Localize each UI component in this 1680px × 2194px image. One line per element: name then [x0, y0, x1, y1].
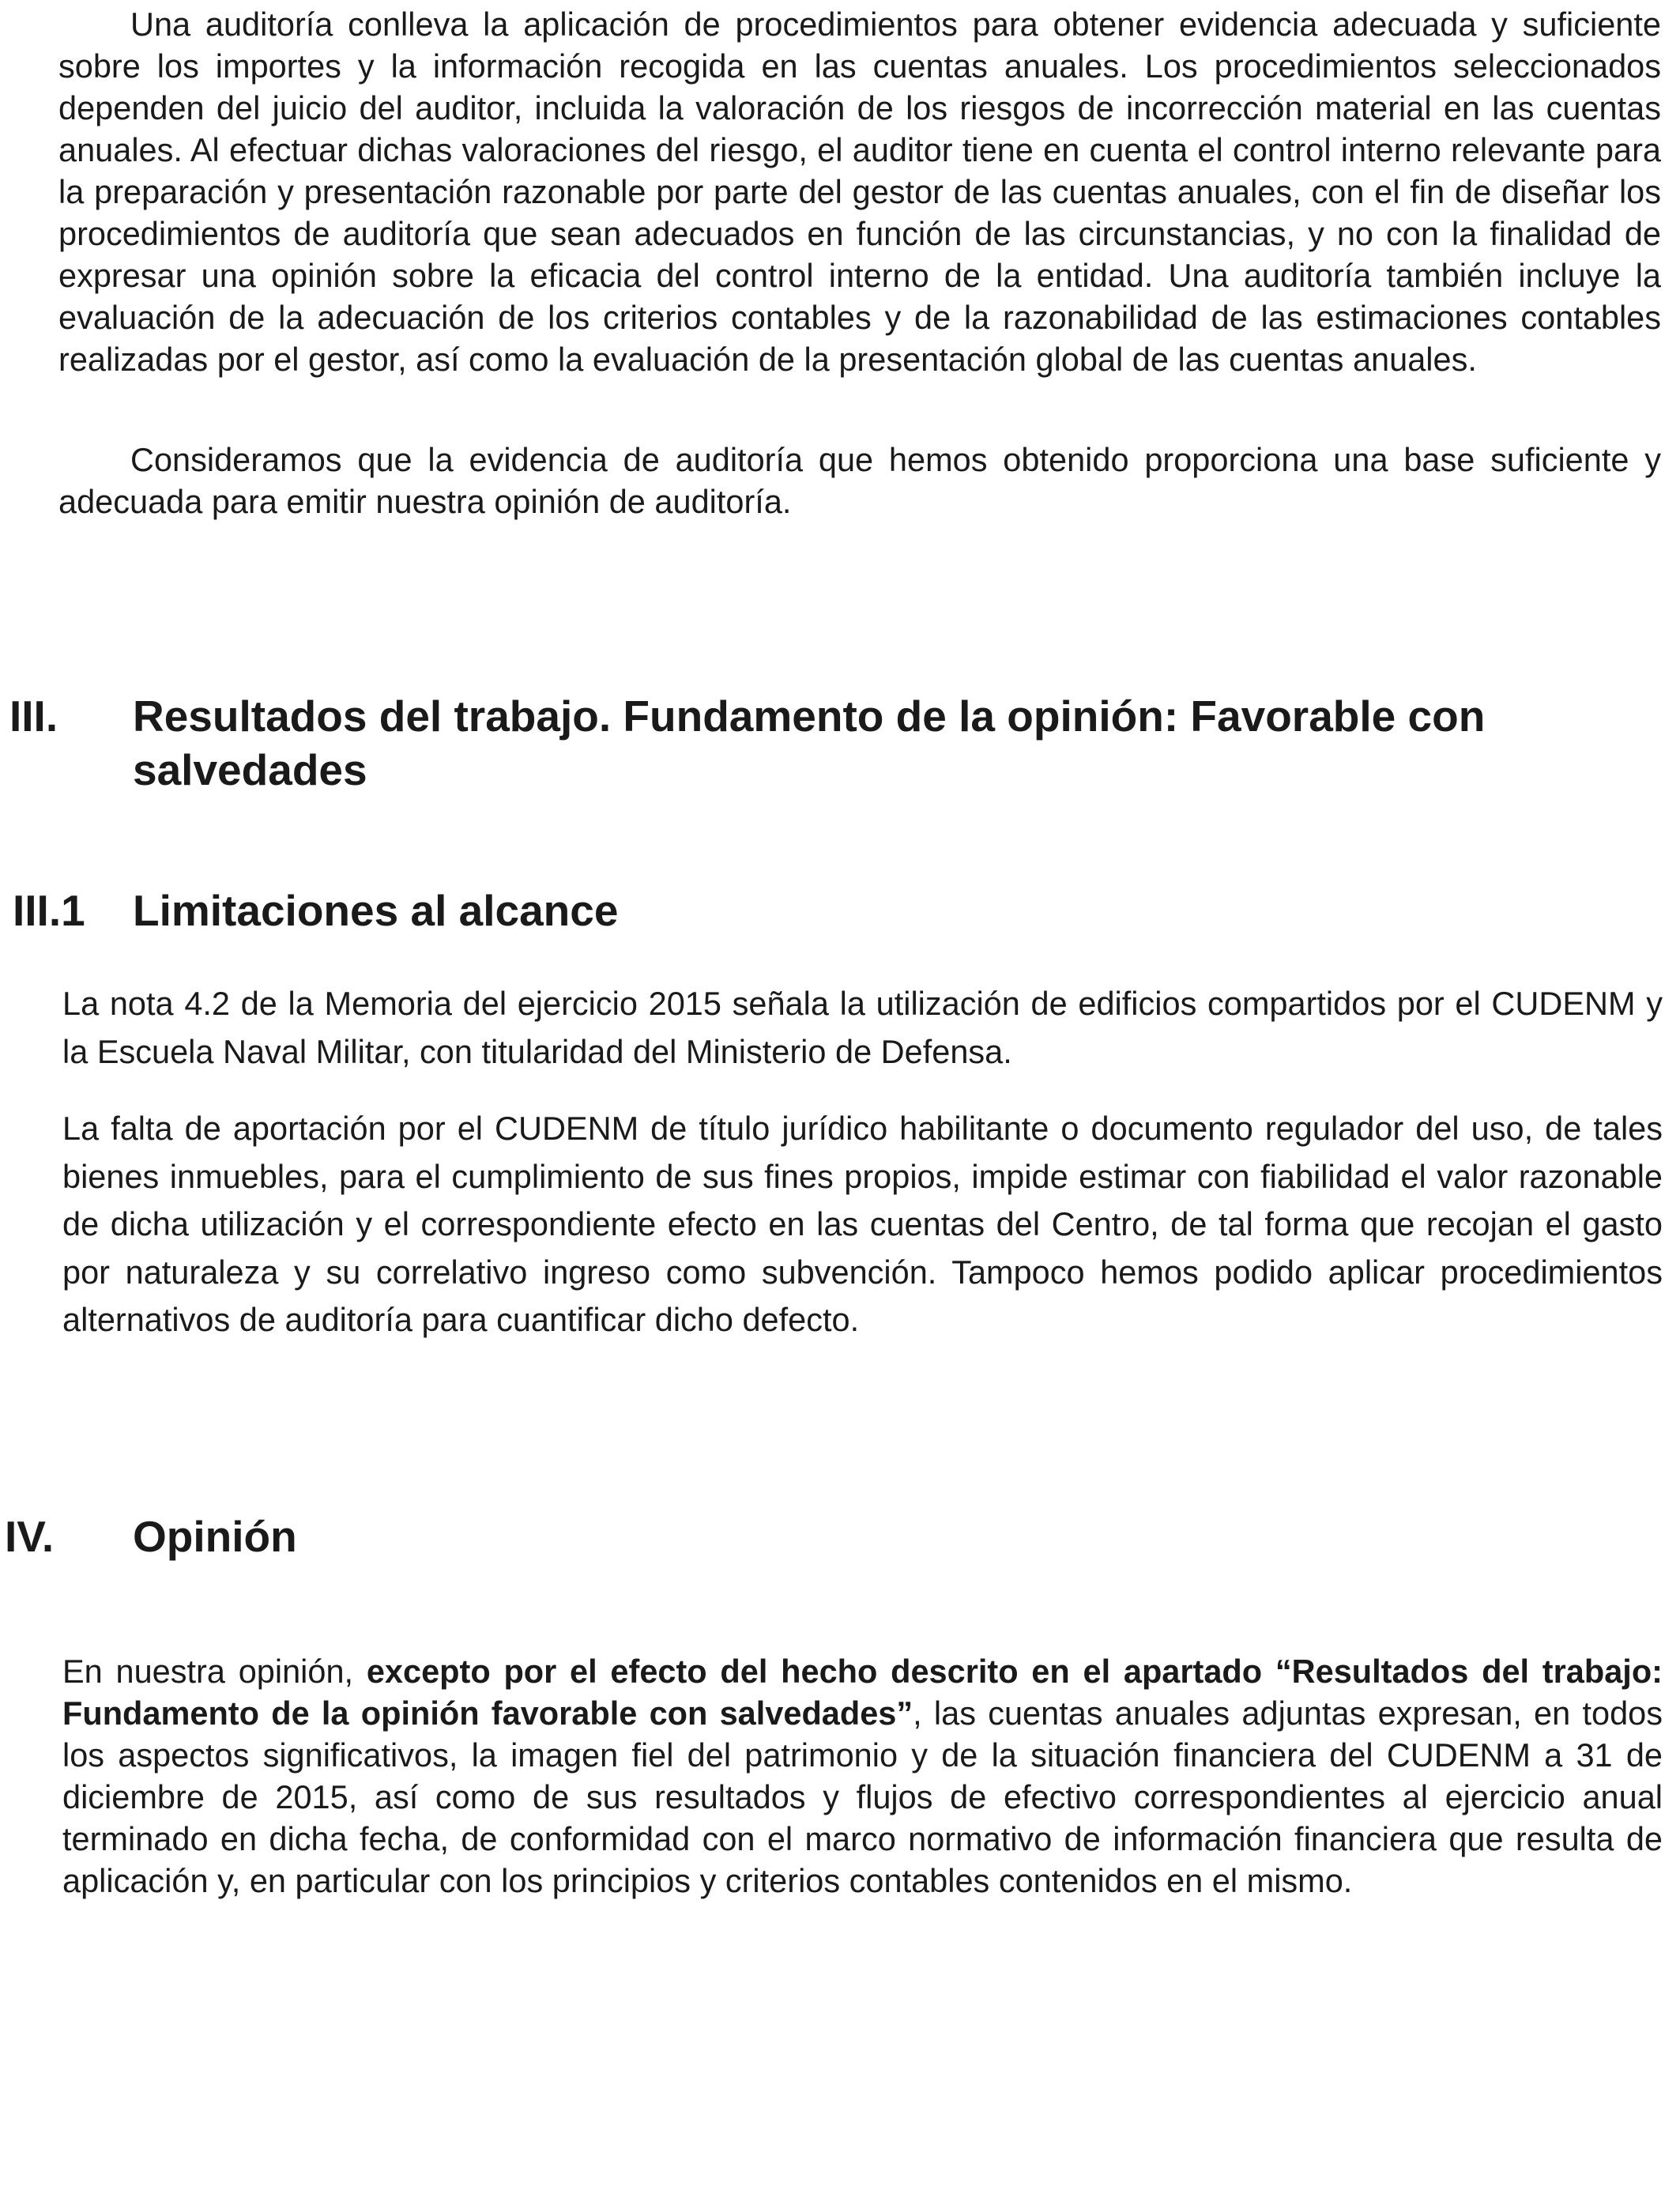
opinion-paragraph — [62, 1650, 1663, 1902]
section-3-1-number: III.1 — [13, 886, 85, 935]
opinion-intro-text: En nuestra opinión, — [62, 1653, 367, 1690]
intro-paragraph-2: Consideramos que la evidencia de auditoría que hemos obtenido proporciona una base suficiente y adecuada para emitir nuestra opinión de auditoría. — [58, 441, 1661, 520]
opinion-rest-text: , las cuentas anuales adjuntas expresan, en todos los aspectos significativos, la imagen fiel del patrimonio y de la situación financiera del CUDENM a 31 de diciembre de 2015, así como de sus resultados y flujos de efectivo correspondientes al ejercicio anual terminado en dicha fecha, de conformidad con el marco normativo de información financiera que resulta de aplicación y, en particular con los principios y criterios contables contenidos en el mismo. — [62, 1695, 1663, 1899]
section-3-number: III. — [9, 692, 58, 741]
section-3-title: Resultados del trabajo. Fundamento de la opinión: Favorable con salvedades — [133, 692, 1486, 794]
section-3-1-paragraph-2: La falta de aportación por el CUDENM de título jurídico habilitante o documento regulador del uso, de tales bienes inmuebles, para el cumplimiento de sus fines propios, impide estimar con fiabilidad el valor razonable de dicha utilización y el correspondiente efecto en las cuentas del Centro, de tal forma que recojan el gasto por naturaleza y su correlativo ingreso como subvención. Tampoco hemos podido aplicar procedimientos alternativos de auditoría para cuantificar dicho defecto. — [62, 1110, 1663, 1338]
intro-paragraph-1: Una auditoría conlleva la aplicación de procedimientos para obtener evidencia adecuada y suficiente sobre los importes y la información recogida en las cuentas anuales. Los procedimientos seleccionados dependen del juicio del auditor, incluida la valoración de los riesgos de incorrección material en las cuentas anuales. Al efectuar dichas valoraciones del riesgo, el auditor tiene en cuenta el control interno relevante para la preparación y presentación razonable por parte del gestor de las cuentas anuales, con el fin de diseñar los procedimientos de auditoría que sean adecuados en función de las circunstancias, y no con la finalidad de expresar una opinión sobre la eficacia del control interno de la entidad. Una auditoría también incluye la evaluación de la adecuación de los criterios contables y de la razonabilidad de las estimaciones contables realizadas por el gestor, así como la evaluación de la presentación global de las cuentas anuales. — [58, 6, 1661, 378]
section-3-1-title: Limitaciones al alcance — [133, 886, 619, 935]
opinion-qualification-text: excepto por el efecto del hecho descrito en el apartado “Resultados del trabajo: Fundamento de la opinión favorable con salvedades” — [62, 1653, 1663, 1732]
section-3-1-paragraph-1: La nota 4.2 de la Memoria del ejercicio 2015 señala la utilización de edificios compartidos por el CUDENM y la Escuela Naval Militar, con titularidad del Ministerio de Defensa. — [62, 985, 1663, 1070]
section-4-number: IV. — [5, 1512, 55, 1561]
section-4-title: Opinión — [133, 1512, 297, 1561]
